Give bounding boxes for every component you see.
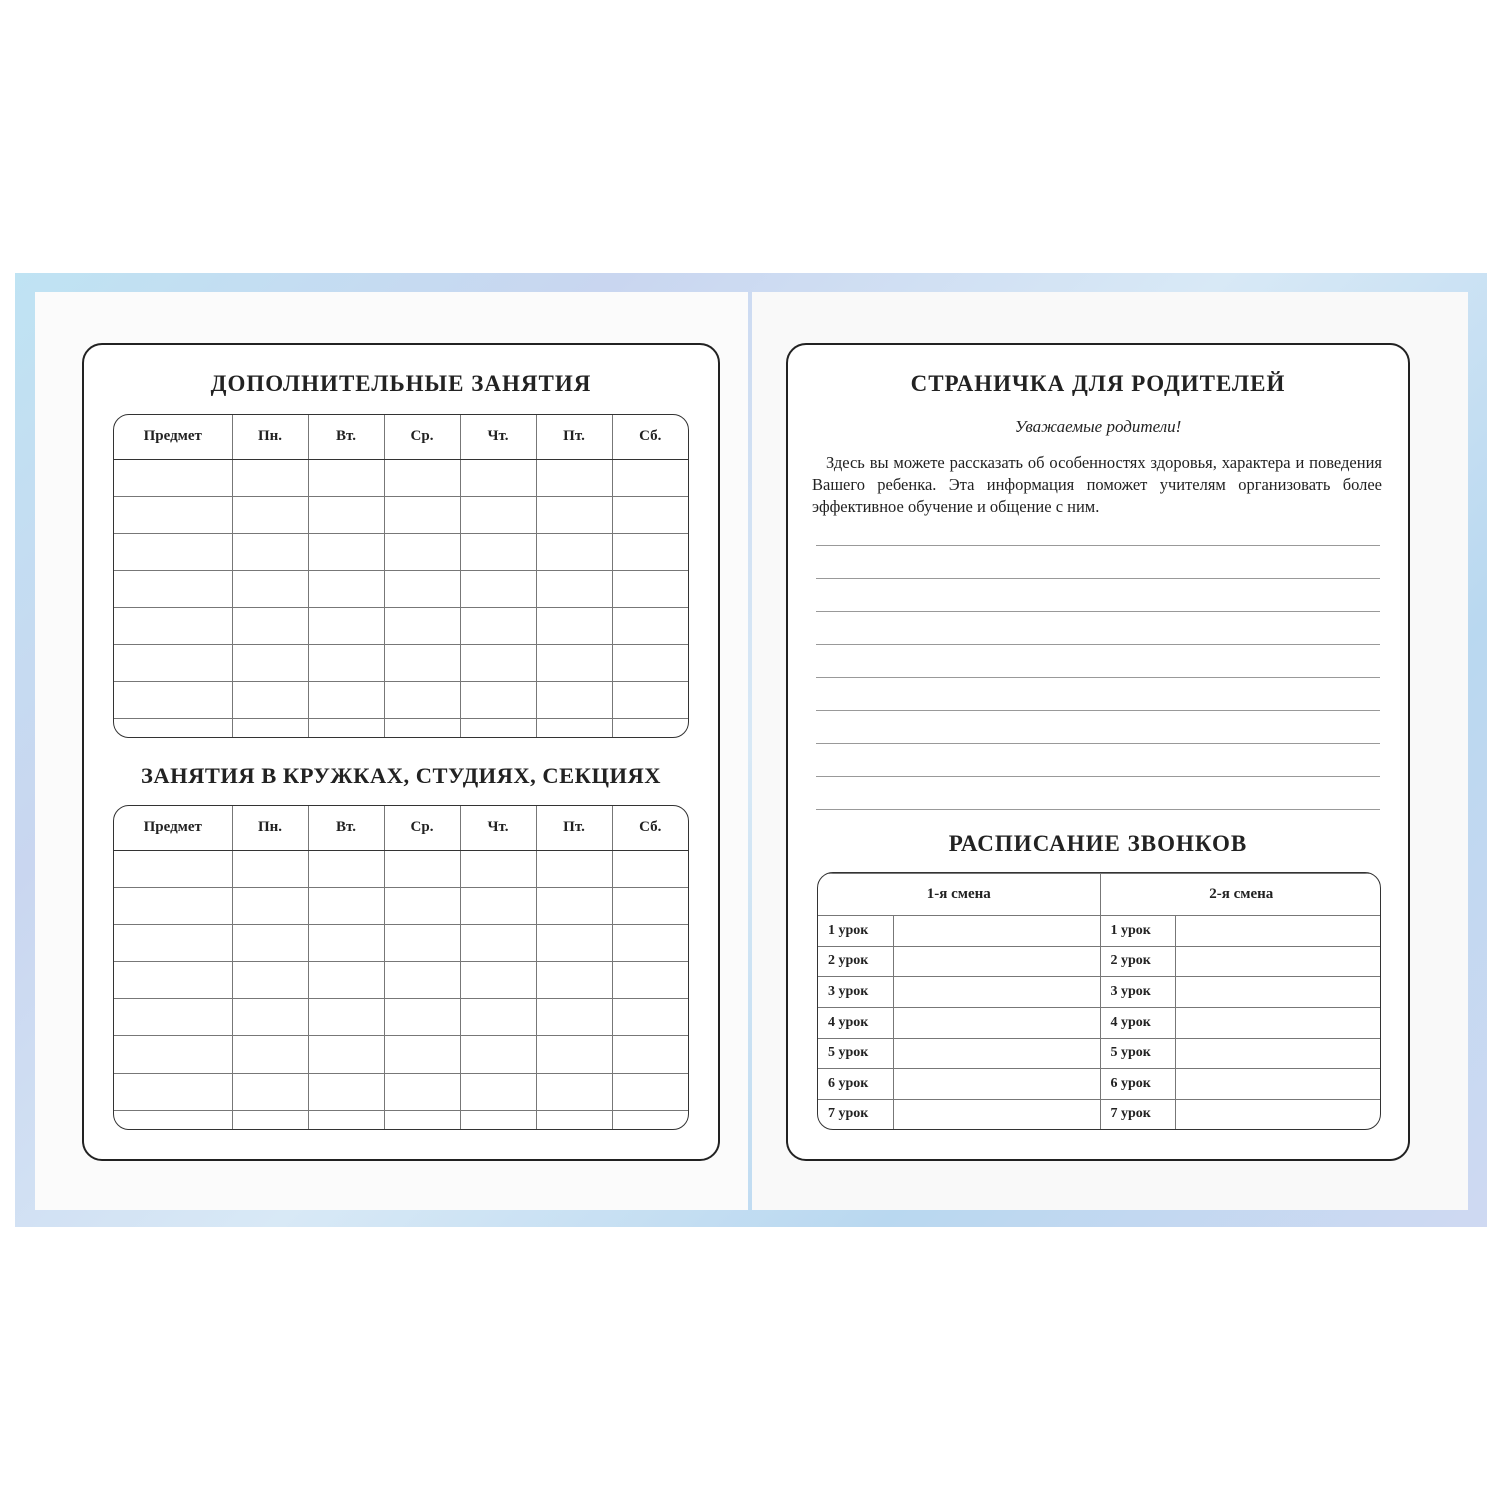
extra-classes-table (113, 414, 689, 738)
table-row (114, 459, 688, 496)
column-header: Вт. (308, 806, 384, 850)
table-cell[interactable] (232, 1036, 308, 1073)
table-cell[interactable] (232, 459, 308, 496)
writing-line[interactable] (816, 578, 1380, 579)
table-cell[interactable] (232, 1110, 308, 1129)
table-cell[interactable] (384, 718, 460, 737)
table-cell[interactable] (384, 459, 460, 496)
parents-paragraph: Здесь вы можете рассказать об особенностях здоровья, характера и поведения Вашего ребенка. Эта информация поможет учителям организовать более эффективное обучение и общение с ним. (812, 453, 1382, 516)
lesson-label: 5 урок (818, 1038, 893, 1069)
table-row (114, 1110, 688, 1129)
lesson-time-cell[interactable] (893, 977, 1100, 1008)
lesson-time-cell[interactable] (1175, 946, 1381, 977)
table-cell[interactable] (612, 533, 688, 570)
column-header: Пн. (232, 806, 308, 850)
lesson-time-cell[interactable] (893, 916, 1100, 947)
table-cell[interactable] (536, 570, 612, 607)
table-cell[interactable] (460, 1036, 536, 1073)
column-header: Предмет (114, 806, 232, 850)
shift-header: 2-я смена (1100, 874, 1381, 916)
table-cell[interactable] (384, 533, 460, 570)
table-cell[interactable] (308, 1073, 384, 1110)
table-cell[interactable] (460, 718, 536, 737)
lesson-label: 4 урок (1100, 1007, 1175, 1038)
table-cell[interactable] (612, 607, 688, 644)
table-cell[interactable] (384, 999, 460, 1036)
table-cell[interactable] (612, 718, 688, 737)
table-cell[interactable] (612, 570, 688, 607)
table-row (114, 681, 688, 718)
table-cell[interactable] (232, 533, 308, 570)
shift-header: 1-я смена (818, 874, 1100, 916)
header-row (818, 874, 1381, 916)
table-cell[interactable] (536, 718, 612, 737)
table-cell[interactable] (536, 1036, 612, 1073)
lesson-label: 2 урок (1100, 946, 1175, 977)
column-header: Пн. (232, 415, 308, 459)
lesson-time-cell[interactable] (893, 946, 1100, 977)
table-cell[interactable] (536, 496, 612, 533)
table-cell[interactable] (308, 1110, 384, 1129)
writing-line[interactable] (816, 677, 1380, 678)
table-cell[interactable] (308, 496, 384, 533)
table-cell[interactable] (232, 850, 308, 887)
table-cell[interactable] (536, 607, 612, 644)
parents-page-title: СТРАНИЧКА ДЛЯ РОДИТЕЛЕЙ (910, 371, 1286, 396)
table-cell[interactable] (232, 718, 308, 737)
table-cell[interactable] (308, 570, 384, 607)
column-header: Чт. (460, 415, 536, 459)
table-cell[interactable] (460, 496, 536, 533)
table-cell[interactable] (384, 850, 460, 887)
lesson-label: 3 урок (1100, 977, 1175, 1008)
table-row (114, 1036, 688, 1073)
table-cell[interactable] (232, 607, 308, 644)
column-header: Пт. (536, 415, 612, 459)
table-row (114, 607, 688, 644)
lesson-label: 7 урок (818, 1099, 893, 1129)
table-cell[interactable] (536, 533, 612, 570)
table-cell[interactable] (114, 533, 232, 570)
column-header: Пт. (536, 806, 612, 850)
table-cell[interactable] (536, 999, 612, 1036)
lesson-time-cell[interactable] (1175, 916, 1381, 947)
table-cell[interactable] (308, 999, 384, 1036)
table-cell[interactable] (460, 533, 536, 570)
table-cell[interactable] (114, 496, 232, 533)
writing-line[interactable] (816, 611, 1380, 612)
table-cell[interactable] (612, 681, 688, 718)
table-cell[interactable] (384, 644, 460, 681)
table-cell[interactable] (384, 607, 460, 644)
table-cell[interactable] (384, 962, 460, 999)
lesson-time-cell[interactable] (1175, 977, 1381, 1008)
writing-line[interactable] (816, 545, 1380, 546)
table-cell[interactable] (536, 459, 612, 496)
lesson-row (818, 946, 1381, 977)
header-row (114, 806, 688, 850)
table-cell[interactable] (232, 644, 308, 681)
table-row (114, 496, 688, 533)
lesson-time-cell[interactable] (1175, 1099, 1381, 1129)
table-row (114, 962, 688, 999)
table-row (114, 1073, 688, 1110)
table-cell[interactable] (114, 962, 232, 999)
table-cell[interactable] (612, 1073, 688, 1110)
lesson-label: 4 урок (818, 1007, 893, 1038)
table-cell[interactable] (114, 924, 232, 961)
table-cell[interactable] (232, 681, 308, 718)
table-cell[interactable] (308, 718, 384, 737)
lesson-row (818, 1038, 1381, 1069)
writing-line[interactable] (816, 710, 1380, 711)
table-cell[interactable] (460, 850, 536, 887)
table-cell[interactable] (384, 887, 460, 924)
table-cell[interactable] (308, 533, 384, 570)
table-cell[interactable] (536, 924, 612, 961)
table-cell[interactable] (612, 459, 688, 496)
clubs-title: ЗАНЯТИЯ В КРУЖКАХ, СТУДИЯХ, СЕКЦИЯХ (140, 763, 661, 788)
table-cell[interactable] (612, 924, 688, 961)
table-cell[interactable] (308, 887, 384, 924)
lesson-label: 1 урок (818, 916, 893, 947)
table-cell[interactable] (308, 607, 384, 644)
table-cell[interactable] (232, 1073, 308, 1110)
table-cell[interactable] (460, 607, 536, 644)
table-cell[interactable] (384, 496, 460, 533)
lesson-label: 1 урок (1100, 916, 1175, 947)
lesson-row (818, 1099, 1381, 1129)
table-row (114, 533, 688, 570)
writing-line[interactable] (816, 644, 1380, 645)
lesson-label: 3 урок (818, 977, 893, 1008)
table-cell[interactable] (460, 887, 536, 924)
table-cell[interactable] (114, 999, 232, 1036)
table-cell[interactable] (536, 681, 612, 718)
table-cell[interactable] (612, 1036, 688, 1073)
table-row (114, 644, 688, 681)
writing-line[interactable] (816, 743, 1380, 744)
writing-line[interactable] (816, 809, 1380, 810)
clubs-table (113, 805, 689, 1130)
table-cell[interactable] (384, 681, 460, 718)
table-row (114, 718, 688, 737)
column-header: Сб. (612, 415, 688, 459)
table-cell[interactable] (536, 1073, 612, 1110)
table-cell[interactable] (536, 850, 612, 887)
table-cell[interactable] (460, 681, 536, 718)
table-cell[interactable] (460, 644, 536, 681)
table-cell[interactable] (536, 644, 612, 681)
table-cell[interactable] (612, 1110, 688, 1129)
table-cell[interactable] (232, 924, 308, 961)
table-cell[interactable] (460, 1110, 536, 1129)
column-header: Чт. (460, 806, 536, 850)
table-cell[interactable] (612, 850, 688, 887)
table-cell[interactable] (384, 1110, 460, 1129)
column-header: Сб. (612, 806, 688, 850)
greeting: Уважаемые родители! (1014, 417, 1182, 436)
bell-schedule-table (817, 872, 1381, 1130)
table-cell[interactable] (460, 459, 536, 496)
column-header: Ср. (384, 415, 460, 459)
table-row (114, 924, 688, 961)
table-cell[interactable] (114, 570, 232, 607)
table-cell[interactable] (114, 681, 232, 718)
table-cell[interactable] (232, 962, 308, 999)
lesson-label: 6 урок (818, 1069, 893, 1100)
table-row (114, 887, 688, 924)
table-cell[interactable] (536, 887, 612, 924)
table-cell[interactable] (384, 570, 460, 607)
table-cell[interactable] (114, 850, 232, 887)
header-row (114, 415, 688, 459)
lesson-time-cell[interactable] (1175, 1007, 1381, 1038)
table-cell[interactable] (536, 1110, 612, 1129)
table-cell[interactable] (114, 1110, 232, 1129)
extra-classes-title: ДОПОЛНИТЕЛЬНЫЕ ЗАНЯТИЯ (210, 371, 592, 396)
table-cell[interactable] (308, 962, 384, 999)
table-cell[interactable] (460, 1073, 536, 1110)
column-header: Ср. (384, 806, 460, 850)
table-cell[interactable] (384, 924, 460, 961)
table-cell[interactable] (384, 1036, 460, 1073)
column-header: Вт. (308, 415, 384, 459)
table-cell[interactable] (460, 924, 536, 961)
table-cell[interactable] (308, 924, 384, 961)
table-row (114, 999, 688, 1036)
table-row (114, 850, 688, 887)
lesson-row (818, 916, 1381, 947)
lesson-row (818, 1007, 1381, 1038)
lesson-row (818, 977, 1381, 1008)
table-cell[interactable] (114, 1073, 232, 1110)
table-cell[interactable] (114, 718, 232, 737)
table-cell[interactable] (114, 887, 232, 924)
table-cell[interactable] (460, 962, 536, 999)
table-cell[interactable] (612, 496, 688, 533)
table-cell[interactable] (384, 1073, 460, 1110)
table-cell[interactable] (232, 496, 308, 533)
table-cell[interactable] (308, 1036, 384, 1073)
table-cell[interactable] (232, 887, 308, 924)
table-cell[interactable] (612, 999, 688, 1036)
lesson-time-cell[interactable] (893, 1038, 1100, 1069)
table-row (114, 570, 688, 607)
table-cell[interactable] (460, 570, 536, 607)
table-cell[interactable] (232, 570, 308, 607)
table-cell[interactable] (232, 999, 308, 1036)
lesson-label: 2 урок (818, 946, 893, 977)
writing-line[interactable] (816, 776, 1380, 777)
lesson-time-cell[interactable] (1175, 1069, 1381, 1100)
lesson-time-cell[interactable] (1175, 1038, 1381, 1069)
lesson-label: 6 урок (1100, 1069, 1175, 1100)
table-cell[interactable] (460, 999, 536, 1036)
table-cell[interactable] (114, 459, 232, 496)
lesson-label: 5 урок (1100, 1038, 1175, 1069)
table-cell[interactable] (612, 644, 688, 681)
bell-schedule-title: РАСПИСАНИЕ ЗВОНКОВ (948, 831, 1248, 856)
lesson-time-cell[interactable] (893, 1069, 1100, 1100)
table-cell[interactable] (308, 681, 384, 718)
table-cell[interactable] (308, 850, 384, 887)
lesson-time-cell[interactable] (893, 1007, 1100, 1038)
table-cell[interactable] (114, 1036, 232, 1073)
lesson-label: 7 урок (1100, 1099, 1175, 1129)
lesson-time-cell[interactable] (893, 1099, 1100, 1129)
table-cell[interactable] (308, 459, 384, 496)
table-cell[interactable] (536, 962, 612, 999)
table-cell[interactable] (612, 887, 688, 924)
table-cell[interactable] (114, 607, 232, 644)
table-cell[interactable] (308, 644, 384, 681)
table-cell[interactable] (612, 962, 688, 999)
column-header: Предмет (114, 415, 232, 459)
lesson-row (818, 1069, 1381, 1100)
table-cell[interactable] (114, 644, 232, 681)
